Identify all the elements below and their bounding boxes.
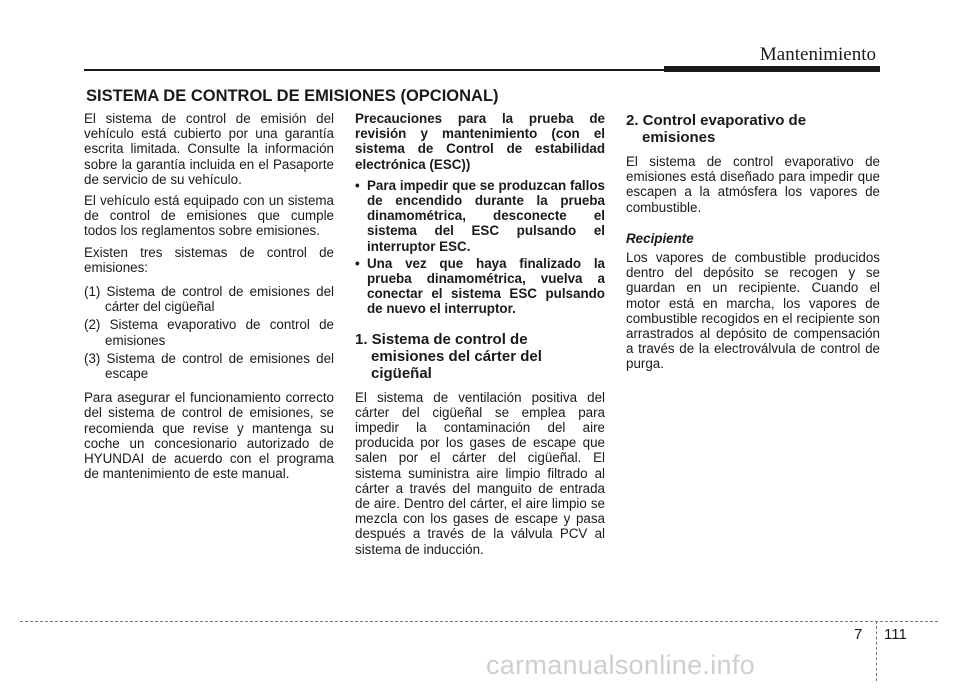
header-rule-thin	[84, 69, 664, 71]
evaporative-paragraph: El sistema de control evaporativo de emisiones está diseñado para impedir que escapen a la atmósfera los vapores de combustible.	[626, 154, 880, 215]
column-2	[355, 111, 605, 563]
list-item: (3) Sistema de control de emisiones del escape	[84, 350, 334, 382]
crankcase-subheading: 1. Sistema de control de emisiones del cárter del cigüeñal	[355, 330, 542, 382]
equipment-paragraph: El vehículo está equipado con un sistema de control de emisiones que cumple todos los reglamentos sobre emisiones.	[84, 193, 334, 239]
crankcase-paragraph: El sistema de ventilación positiva del cárter del cigüeñal se emplea para impedir la contaminación del aire producida por los gases de escape que salen por el cárter del cigüeñal. El sistema suministra aire limpio filtrado al cárter a través del manguito de entrada de aire. Dentro del cárter, el aire limpio se mezcla con los gases de escape y pasa después a través de la válvula PCV al sistema de inducción.	[355, 389, 605, 557]
list-item: (2) Sistema evaporativo de control de emisiones	[84, 317, 334, 348]
canister-subheading: Recipiente	[626, 230, 694, 246]
chapter-number: 7	[854, 626, 863, 643]
systems-intro-paragraph: Existen tres sistemas de control de emisiones:	[84, 244, 334, 275]
canister-paragraph: Los vapores de combustible producidos dentro del depósito se recogen y se guardan en un recipiente. Cuando el motor está en marcha, los vapores de combustible recogidos en el recipiente son arrastrados al depósito de compensación a través de la electroválvula de control de purga.	[626, 250, 880, 372]
section-header: Mantenimiento	[759, 44, 876, 65]
intro-paragraph: El sistema de control de emisión del vehículo está cubierto por una garantía escrita limitada. Consulte la información sobre la garantía incluida en el Pasaporte de servicio de su vehículo.	[84, 111, 334, 187]
caution-bullets	[355, 178, 605, 317]
caution-heading: Precauciones para la prueba de revisión y mantenimiento (con el sistema de Control de estabilidad electrónica (ESC))	[355, 111, 605, 172]
systems-list	[84, 284, 334, 381]
page-number: 111	[884, 626, 907, 643]
footer-dashed-divider	[876, 621, 877, 681]
evaporative-subheading: 2. Control evaporativo de emisiones	[626, 112, 807, 146]
column-3	[626, 111, 880, 378]
header-rule-thick	[664, 66, 880, 72]
maintenance-paragraph: Para asegurar el funcionamiento correcto del sistema de control de emisiones, se recomienda que revise y mantenga su coche un concesionario autorizado de HYUNDAI de acuerdo con el programa de mantenimiento de este manual.	[84, 390, 334, 482]
page-title: SISTEMA DE CONTROL DE EMISIONES (OPCIONAL)	[86, 87, 499, 105]
bullet-item: • Para impedir que se produzcan fallos de encendido durante la prueba dinamométrica, desconecte el sistema del ESC pulsando el interruptor ESC.	[355, 178, 605, 254]
column-1	[84, 111, 334, 487]
bullet-item: • Una vez que haya finalizado la prueba dinamométrica, vuelva a conectar el sistema ESC pulsando de nuevo el interruptor.	[355, 256, 605, 317]
list-item: (1) Sistema de control de emisiones del cárter del cigüeñal	[84, 284, 334, 315]
footer-dashed-rule	[20, 621, 938, 622]
watermark: carmanualsonline.info	[486, 650, 755, 680]
